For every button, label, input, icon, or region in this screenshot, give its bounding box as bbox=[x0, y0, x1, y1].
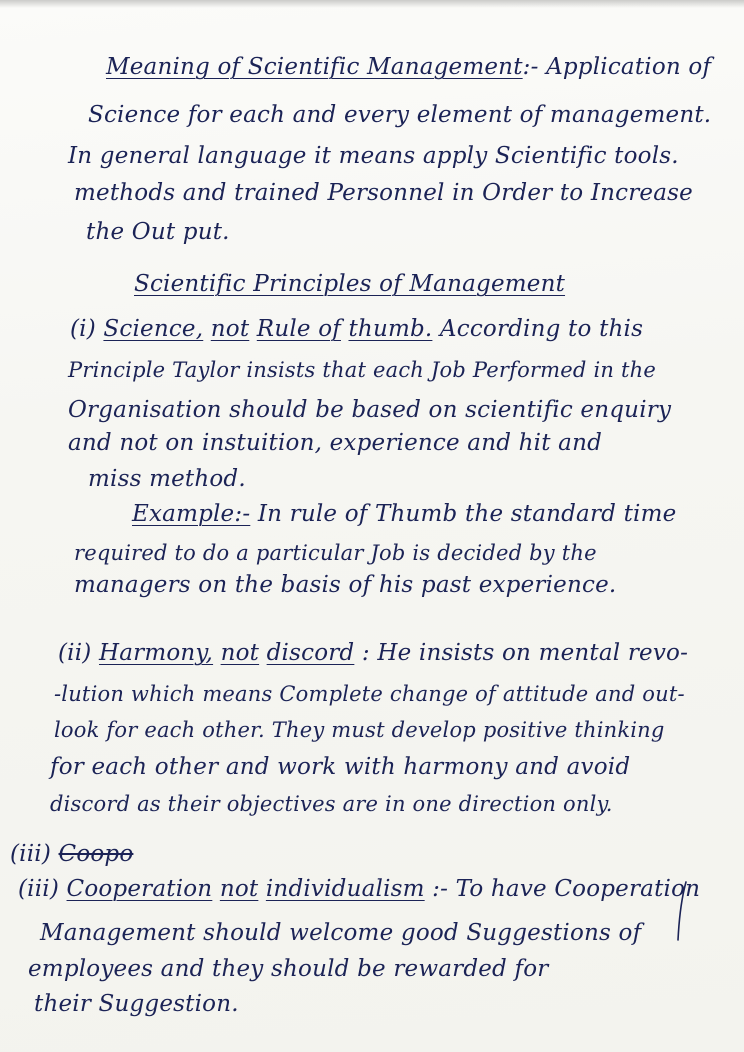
principle-1-according: According to this bbox=[439, 316, 644, 342]
principle-2-line-2: -lution which means Complete change of attitude and out- bbox=[54, 682, 685, 706]
principles-title bbox=[134, 273, 565, 296]
principle-2-heading bbox=[58, 642, 688, 665]
principle-1-line-3: Organisation should be based on scientific enquiry bbox=[68, 397, 672, 423]
principle-1-heading bbox=[70, 318, 643, 341]
example-line-3: managers on the basis of his past experience. bbox=[74, 572, 617, 598]
principle-3-individualism: individualism bbox=[265, 876, 425, 902]
principle-2-line-3: look for each other. They must develop positive thinking bbox=[54, 718, 665, 742]
principle-1-not: not bbox=[210, 316, 250, 342]
principle-2-rest: : He insists on mental revo- bbox=[361, 640, 689, 666]
principle-3-heading bbox=[18, 878, 700, 901]
principle-3-number: (iii) bbox=[18, 876, 60, 902]
principle-3-line-4: their Suggestion. bbox=[34, 991, 239, 1017]
heading-line bbox=[106, 56, 711, 79]
principle-1-science: Science, bbox=[103, 316, 204, 342]
principle-3-line-2: Management should welcome good Suggestions of bbox=[40, 920, 642, 946]
intro-line-3: In general language it means apply Scientific tools. bbox=[68, 143, 679, 169]
intro-line-4: methods and trained Personnel in Order to Increase bbox=[74, 180, 693, 206]
margin-pen-stroke bbox=[672, 880, 692, 942]
principle-2-line-4: for each other and work with harmony and avoid bbox=[50, 754, 631, 780]
intro-line-5: the Out put. bbox=[86, 219, 230, 245]
example-line-2: required to do a particular Job is decided by the bbox=[74, 541, 597, 565]
heading-separator: :- Application of bbox=[522, 54, 712, 80]
struck-out-line bbox=[10, 843, 133, 866]
intro-line-2: Science for each and every element of management. bbox=[88, 102, 712, 128]
principle-2-not: not bbox=[220, 640, 260, 666]
principle-1-line-4: and not on instuition, experience and hit and bbox=[68, 430, 603, 456]
struck-word: Coopo bbox=[58, 841, 134, 867]
example-line-1-text: In rule of Thumb the standard time bbox=[257, 501, 677, 527]
principle-1-rule-of: Rule of bbox=[256, 316, 341, 342]
principle-2-line-5: discord as their objectives are in one direction only. bbox=[50, 792, 613, 816]
example-label: Example:- bbox=[132, 501, 251, 527]
principle-3-rest: :- To have Cooperation bbox=[432, 876, 701, 902]
principle-1-thumb: thumb. bbox=[348, 316, 433, 342]
principle-2-number: (ii) bbox=[58, 640, 92, 666]
principle-3-cooperation: Cooperation bbox=[66, 876, 213, 902]
principle-1-number: (i) bbox=[70, 316, 96, 342]
principle-2-discord: discord bbox=[266, 640, 355, 666]
struck-number: (iii) bbox=[10, 841, 52, 867]
page-top-shadow bbox=[0, 0, 744, 8]
example-line-1 bbox=[132, 503, 676, 526]
principle-1-line-5: miss method. bbox=[88, 466, 246, 492]
principle-3-not: not bbox=[219, 876, 259, 902]
principles-title-text: Scientific Principles of Management bbox=[134, 271, 566, 297]
heading-title: Meaning of Scientific Management bbox=[106, 54, 523, 80]
principle-2-harmony: Harmony, bbox=[98, 640, 214, 666]
principle-1-line-2: Principle Taylor insists that each Job Performed in the bbox=[68, 358, 656, 382]
principle-3-line-3: employees and they should be rewarded for bbox=[28, 956, 549, 982]
